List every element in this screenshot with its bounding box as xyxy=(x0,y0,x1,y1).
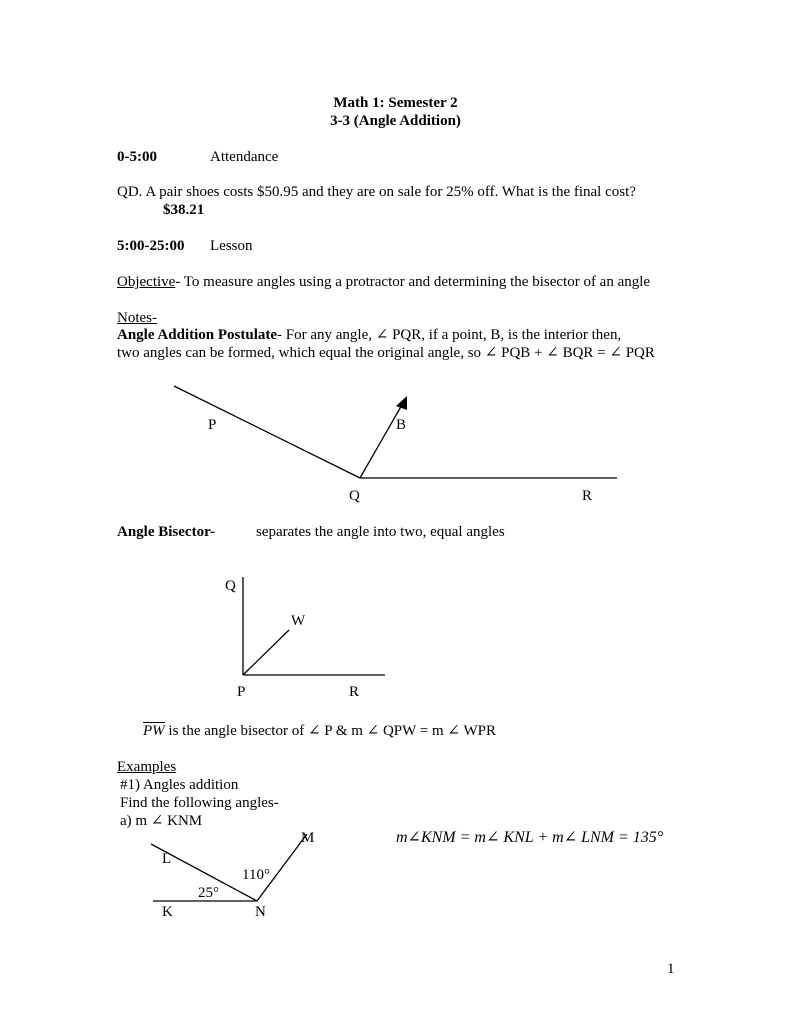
label-fig2-w: W xyxy=(291,613,306,629)
bisector-statement xyxy=(143,722,496,740)
objective-label: Objective xyxy=(117,274,176,290)
agenda-time-1: 0-5:00 xyxy=(117,149,157,165)
label-q: Q xyxy=(349,488,360,504)
label-fig3-n: N xyxy=(255,904,266,920)
examples-label: Examples xyxy=(117,759,177,775)
ray-qp xyxy=(174,386,360,478)
label-fig3-m: M xyxy=(301,830,315,846)
example-part-a: a) m ∠ KNM xyxy=(120,813,203,829)
agenda-activity-2: Lesson xyxy=(210,238,253,254)
label-b: B xyxy=(396,417,407,433)
page-subtitle: 3-3 (Angle Addition) xyxy=(330,113,461,129)
angle-measure-110: 110° xyxy=(242,867,270,883)
ray-qb xyxy=(360,403,403,478)
bisector-term: Angle Bisector- xyxy=(117,524,216,540)
bisector-statement-text: is the angle bisector of ∠ P & m ∠ QPW = m ∠ WPR xyxy=(164,723,496,739)
objective-text: - To measure angles using a protractor and determining the bisector of an angle xyxy=(175,274,651,290)
postulate-line-2: two angles can be formed, which equal the original angle, so ∠ PQB + ∠ BQR = ∠ PQR xyxy=(117,345,655,361)
label-fig3-k: K xyxy=(162,904,173,920)
example-instruction: Find the following angles- xyxy=(120,795,279,811)
postulate-text: - For any angle, ∠ PQR, if a point, B, is the interior then, xyxy=(277,327,622,343)
page-title: Math 1: Semester 2 xyxy=(333,95,458,111)
label-r: R xyxy=(582,488,593,504)
angle-sum-equation: m∠KNM = m∠ KNL + m∠ LNM = 135° xyxy=(396,829,664,846)
ray-pw xyxy=(243,630,289,675)
notes-label: Notes- xyxy=(117,310,157,326)
label-p: P xyxy=(208,417,217,433)
angle-measure-25: 25° xyxy=(198,885,219,901)
label-fig2-p: P xyxy=(237,684,246,700)
bisector-definition: separates the angle into two, equal angles xyxy=(256,524,505,540)
page-number: 1 xyxy=(667,961,675,977)
quick-do-question: QD. A pair shoes costs $50.95 and they are on sale for 25% off. What is the final cost? xyxy=(117,184,636,200)
agenda-time-2: 5:00-25:00 xyxy=(117,238,185,254)
label-fig3-l: L xyxy=(162,851,172,867)
label-fig2-q: Q xyxy=(225,578,236,594)
label-fig2-r: R xyxy=(349,684,360,700)
arrow-head-b xyxy=(396,396,407,410)
postulate-term: Angle Addition Postulate xyxy=(117,327,278,343)
example-1: #1) Angles addition xyxy=(120,777,239,793)
ray-pw-notation: PW xyxy=(143,723,165,739)
agenda-activity-1: Attendance xyxy=(210,149,279,165)
quick-do-answer: $38.21 xyxy=(163,202,205,218)
